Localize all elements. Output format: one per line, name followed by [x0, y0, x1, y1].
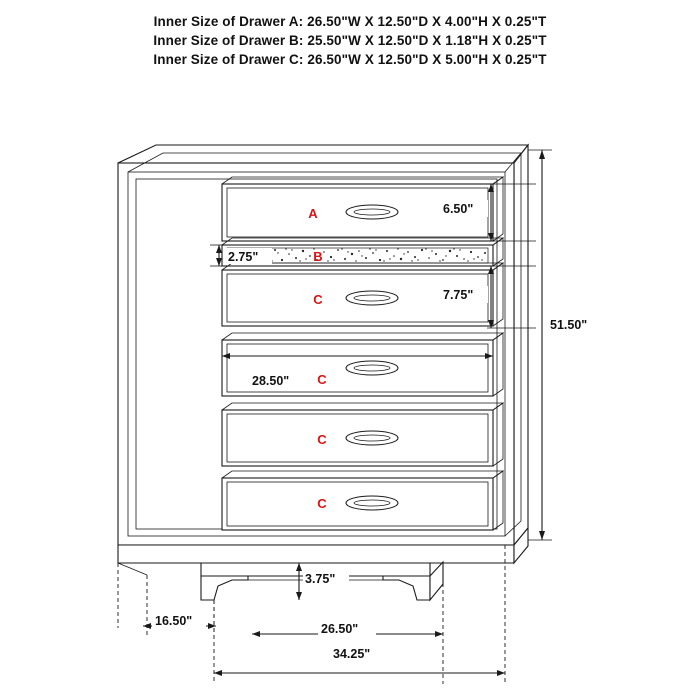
drawer-letter-b: B: [313, 249, 323, 264]
drawer-letter-a: A: [308, 206, 318, 221]
spec-line-drawer-c: Inner Size of Drawer C: 26.50"W X 12.50"D X 5.00"H X 0.25"T: [153, 52, 547, 67]
dim-label-drawer-c: 7.75": [443, 288, 474, 302]
drawer-c-3: [222, 403, 503, 466]
dim-label-depth: 16.50": [155, 614, 193, 628]
dim-label-total-height: 51.50": [550, 318, 588, 332]
drawer-letter-c1: C: [313, 292, 323, 307]
dim-drawer-b-height: [210, 245, 272, 266]
drawer-c-3-handle: [346, 431, 398, 445]
spec-line-drawer-a: Inner Size of Drawer A: 26.50"W X 12.50"D X 4.00"H X 0.25"T: [153, 14, 547, 29]
drawer-c-4: [222, 471, 503, 530]
dim-depth: [143, 612, 216, 629]
dim-label-base-width: 26.50": [321, 622, 359, 636]
dim-label-drawer-a: 6.50": [443, 202, 474, 216]
drawer-letter-c3: C: [317, 432, 327, 447]
dim-label-interior-width: 28.50": [252, 374, 290, 388]
dim-total-height: [528, 150, 602, 540]
drawer-letter-c2: C: [317, 372, 327, 387]
dim-base-width: [252, 620, 443, 637]
dim-label-leg-height: 3.75": [305, 572, 336, 586]
drawer-c-4-handle: [346, 496, 398, 510]
drawer-c-1-handle: [346, 291, 398, 305]
spec-line-drawer-b: Inner Size of Drawer B: 25.50"W X 12.50"D X 1.18"H X 0.25"T: [153, 33, 547, 48]
dim-label-total-width: 34.25": [333, 647, 371, 661]
dim-label-drawer-b: 2.75": [228, 250, 259, 264]
drawer-letter-c4: C: [317, 496, 327, 511]
drawer-a-handle: [346, 205, 398, 219]
drawer-c-2-handle: [346, 361, 398, 375]
